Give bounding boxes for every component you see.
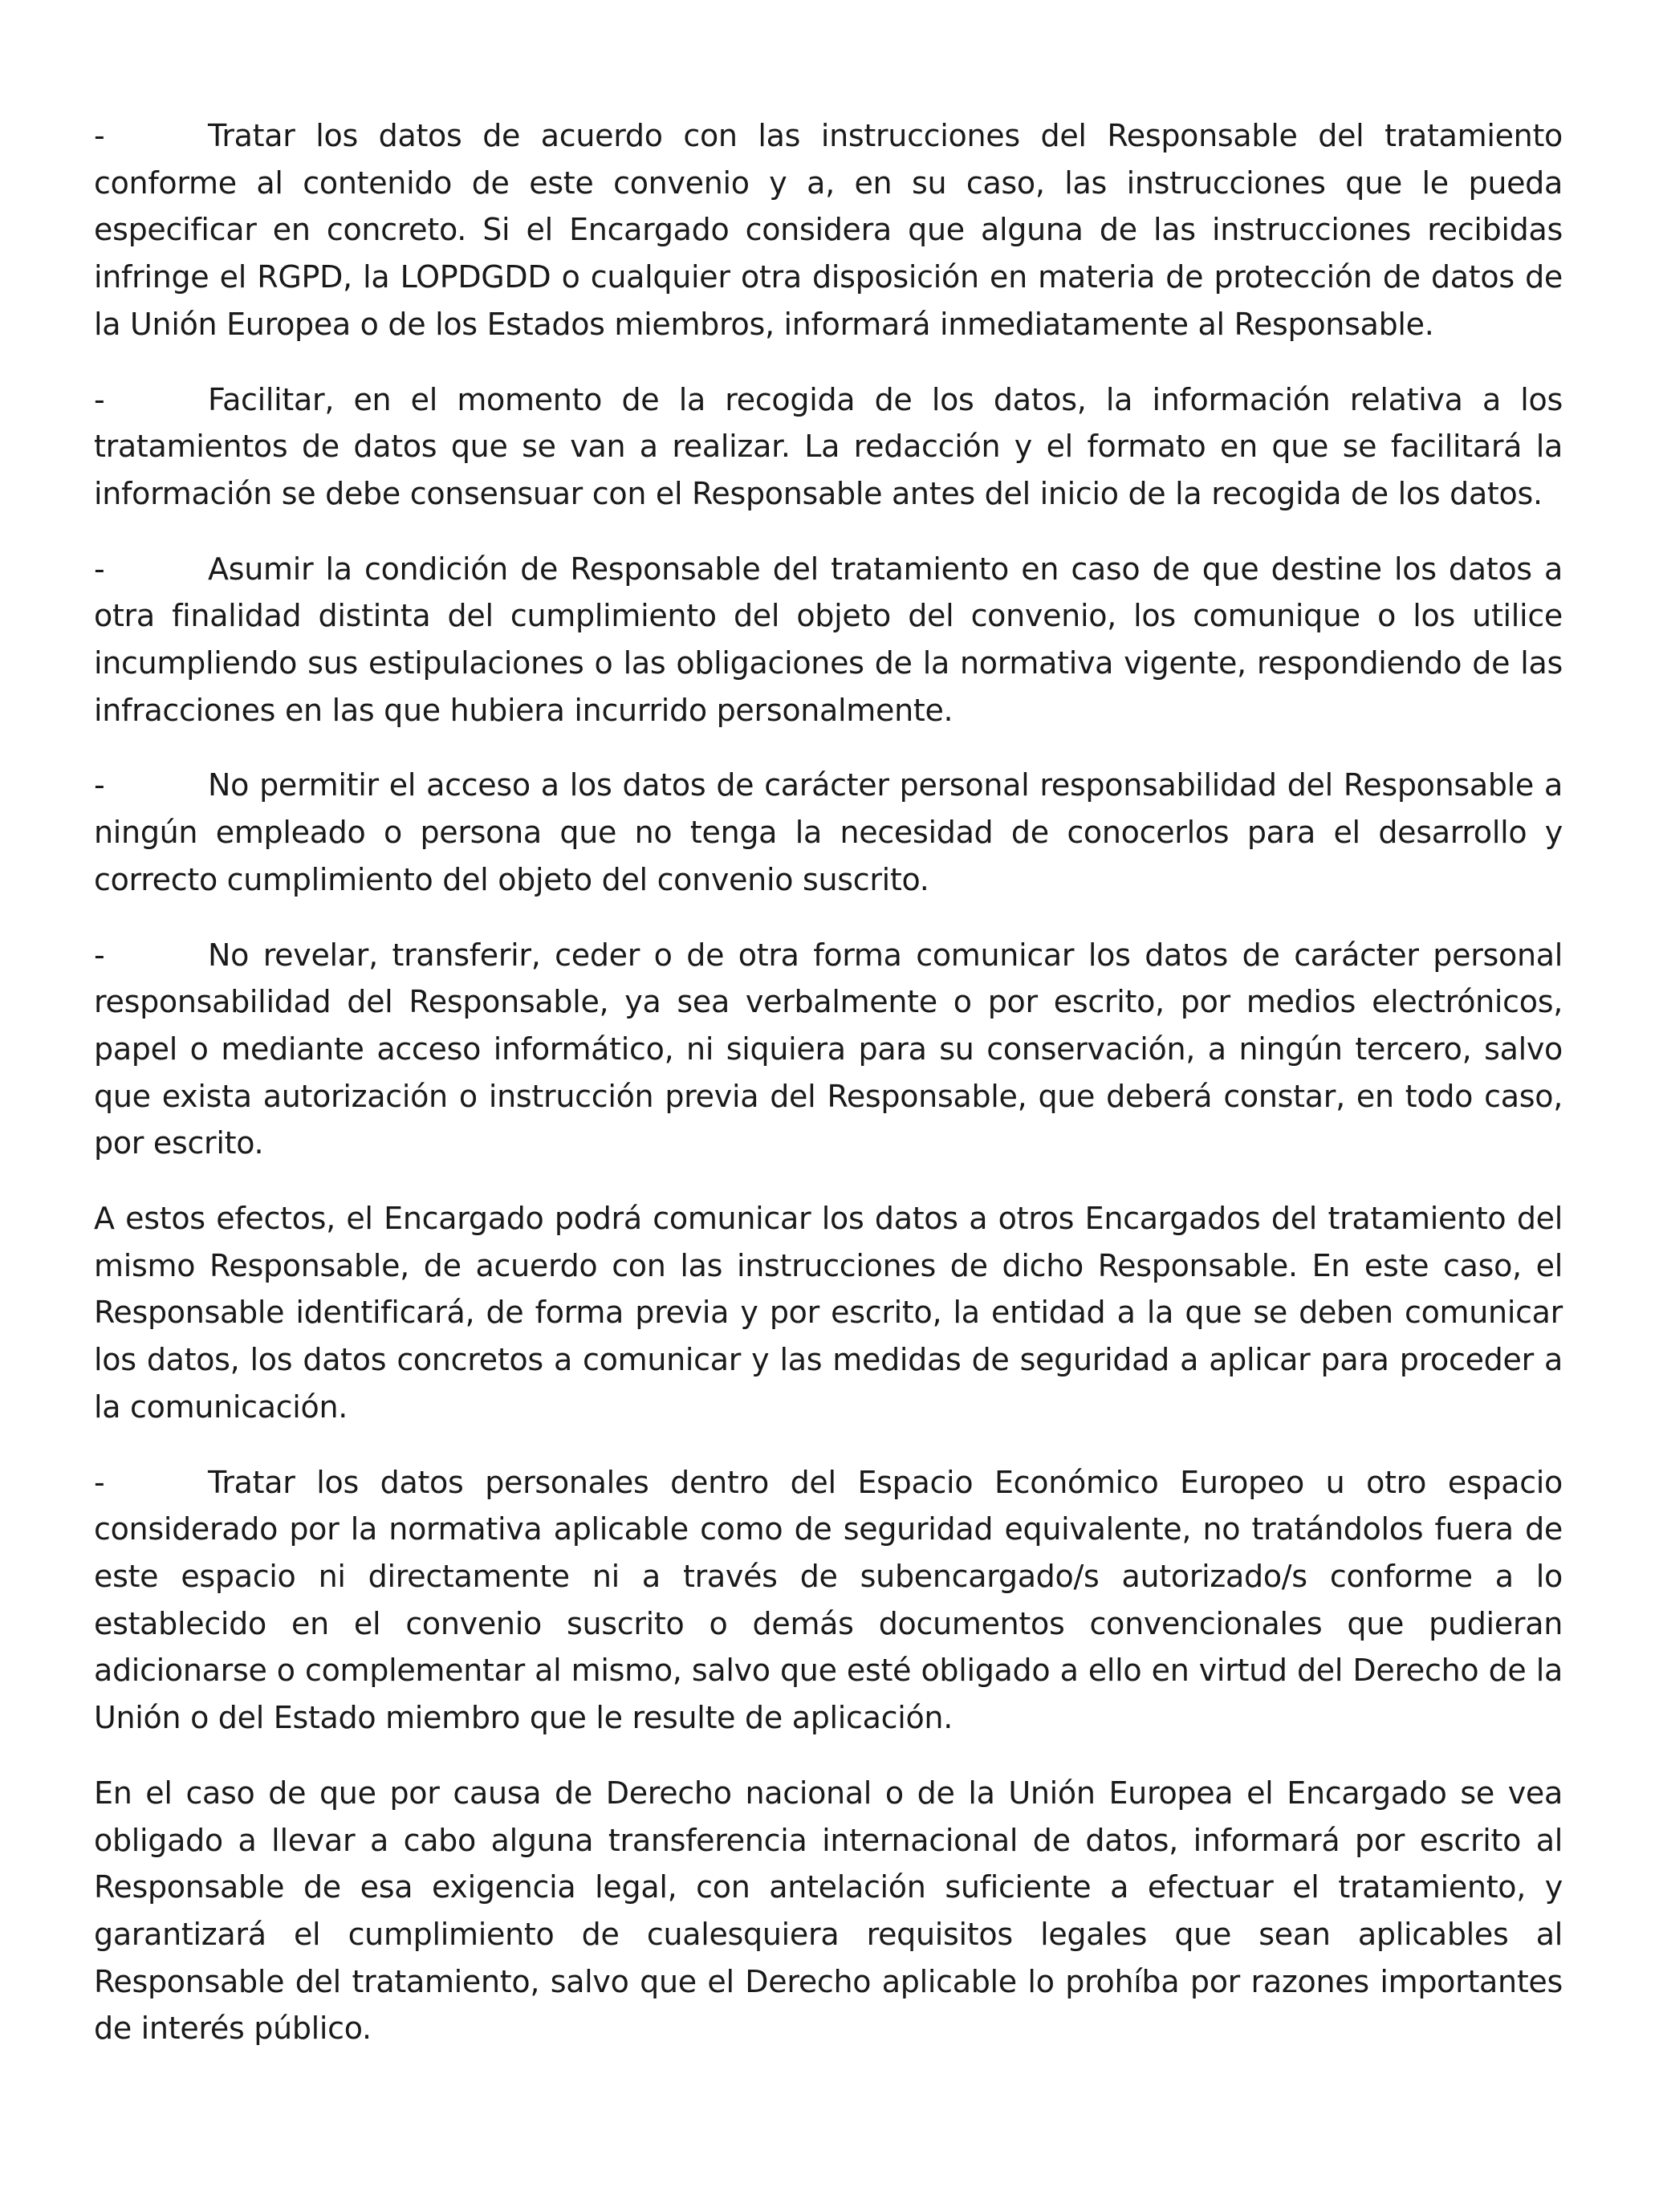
paragraph-text: Asumir la condición de Responsable del tratamiento en caso de que destine los datos a otra finalidad distinta del cumplimiento del objeto del convenio, los comunique o los utilice incumpliendo sus estipulaciones o las obligaciones de la normativa vigente, respondiendo de las infracciones en las que hubiera incurrido personalmente. [94, 551, 1563, 728]
paragraph-text: A estos efectos, el Encargado podrá comunicar los datos a otros Encargados del tratamiento del mismo Responsable, de acuerdo con las instrucciones de dicho Responsable. En este caso, el Responsable identificará, de forma previa y por escrito, la entidad a la que se deben comunicar los datos, los datos concretos a comunicar y las medidas de seguridad a aplicar para proceder a la comunicación. [94, 1201, 1563, 1425]
bullet-dash: - [94, 767, 105, 803]
bullet-dash: - [94, 1464, 105, 1500]
bullet-paragraph [94, 376, 1563, 518]
paragraph-text: Tratar los datos personales dentro del Espacio Económico Europeo u otro espacio considerado por la normativa aplicable como de seguridad equivalente, no tratándolos fuera de este espacio ni directamente ni a través de subencargado/s autorizado/s conforme a lo establecido en el convenio suscrito o demás documentos convencionales que pudieran adicionarse o complementar al mismo, salvo que esté obligado a ello en virtud del Derecho de la Unión o del Estado miembro que le resulte de aplicación. [94, 1464, 1563, 1736]
paragraph-text: Facilitar, en el momento de la recogida de los datos, la información relativa a los tratamientos de datos que se van a realizar. La redacción y el formato en que se facilitará la información se debe consensuar con el Responsable antes del inicio de la recogida de los datos. [94, 381, 1563, 511]
paragraph-text: No permitir el acceso a los datos de carácter personal responsabilidad del Responsable a ningún empleado o persona que no tenga la necesidad de conocerlos para el desarrollo y correcto cumplimiento del objeto del convenio suscrito. [94, 767, 1563, 897]
plain-paragraph [94, 1770, 1563, 2052]
bullet-dash: - [94, 381, 105, 417]
document-page [94, 112, 1563, 2080]
paragraph-text: Tratar los datos de acuerdo con las instrucciones del Responsable del tratamiento conforme al contenido de este convenio y a, en su caso, las instrucciones que le pueda especificar en concreto. Si el Encargado considera que alguna de las instrucciones recibidas infringe el RGPD, la LOPDGDD o cualquier otra disposición en materia de protección de datos de la Unión Europea o de los Estados miembros, informará inmediatamente al Responsable. [94, 118, 1563, 342]
bullet-dash: - [94, 937, 105, 973]
bullet-paragraph [94, 932, 1563, 1168]
bullet-paragraph [94, 1459, 1563, 1742]
bullet-dash: - [94, 551, 105, 587]
bullet-dash: - [94, 118, 105, 153]
plain-paragraph [94, 1195, 1563, 1431]
paragraph-text: En el caso de que por causa de Derecho nacional o de la Unión Europea el Encargado se vea obligado a llevar a cabo alguna transferencia internacional de datos, informará por escrito al Responsable de esa exigencia legal, con antelación suficiente a efectuar el tratamiento, y garantizará el cumplimiento de cualesquiera requisitos legales que sean aplicables al Responsable del tratamiento, salvo que el Derecho aplicable lo prohíba por razones importantes de interés público. [94, 1775, 1563, 2047]
bullet-paragraph [94, 546, 1563, 734]
bullet-paragraph [94, 112, 1563, 348]
bullet-paragraph [94, 762, 1563, 903]
paragraph-text: No revelar, transferir, ceder o de otra forma comunicar los datos de carácter personal responsabilidad del Responsable, ya sea verbalmente o por escrito, por medios electrónicos, papel o mediante acceso informático, ni siquiera para su conservación, a ningún tercero, salvo que exista autorización o instrucción previa del Responsable, que deberá constar, en todo caso, por escrito. [94, 937, 1563, 1161]
